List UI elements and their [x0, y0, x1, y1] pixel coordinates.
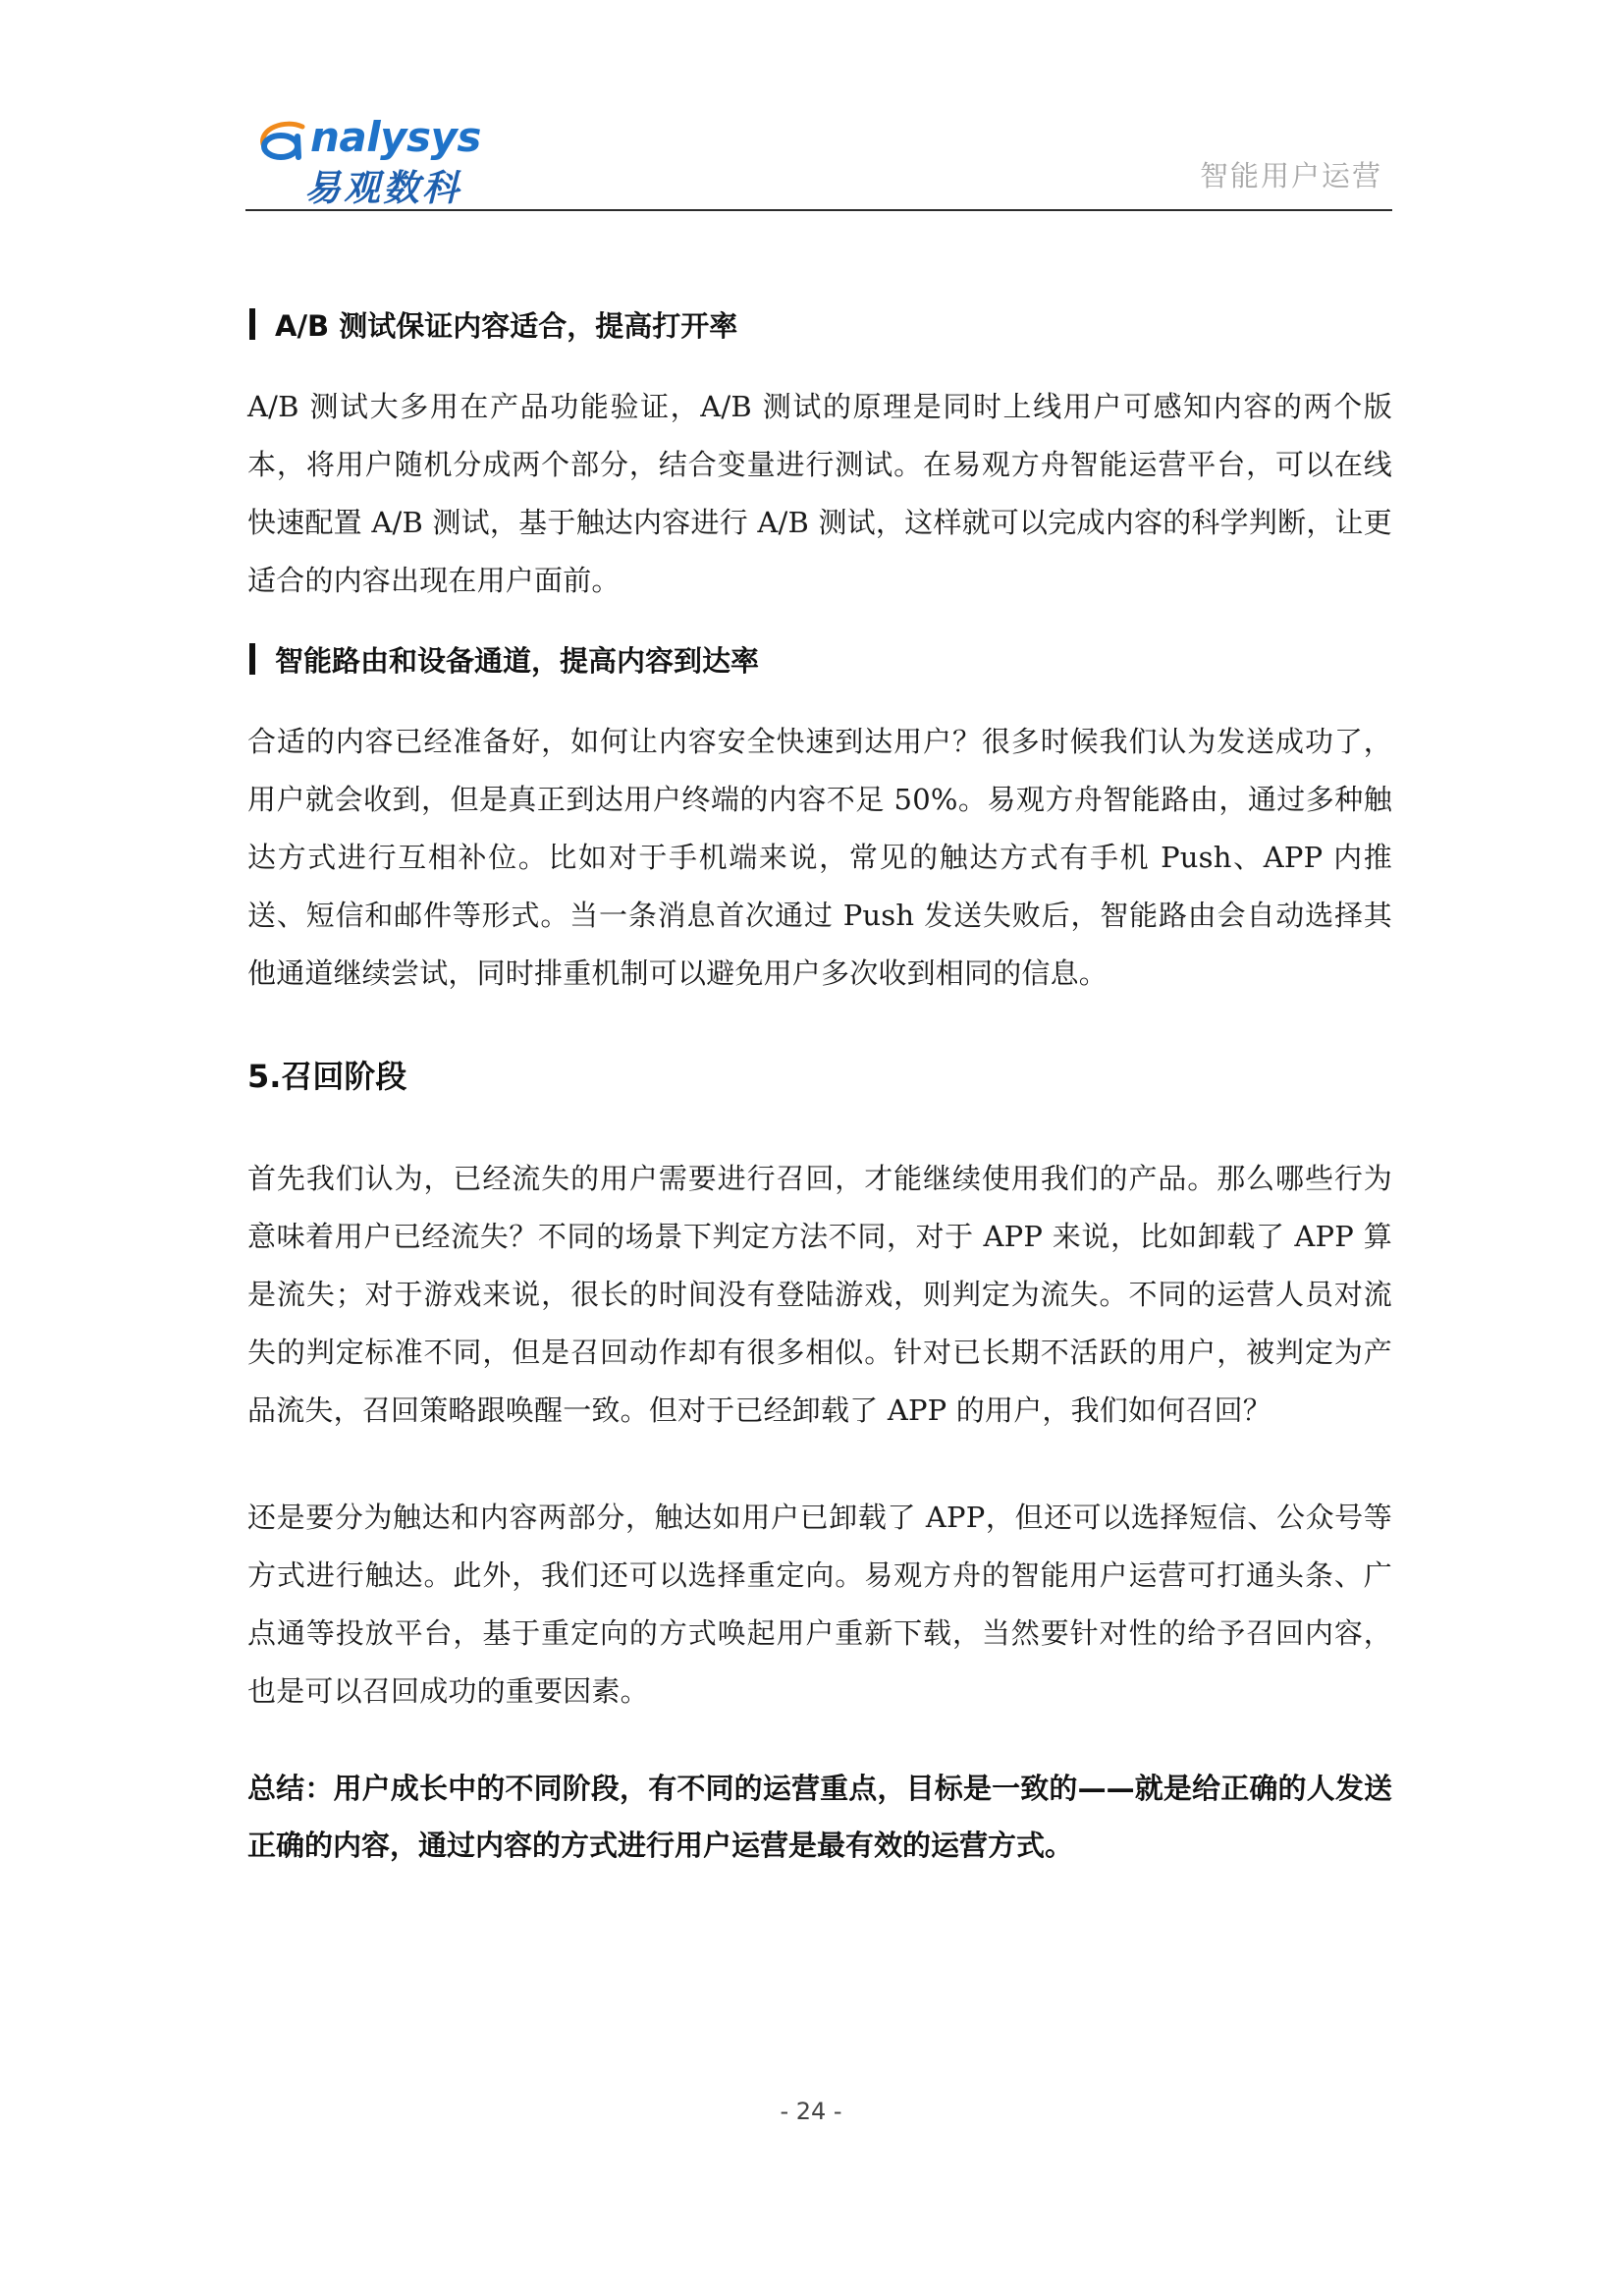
logo-word-text: nalysys: [310, 113, 481, 161]
summary-paragraph: 总结：用户成长中的不同阶段，有不同的运营重点，目标是一致的——就是给正确的人发送正确的内容，通过内容的方式进行用户运营是最有效的运营方式。: [247, 1772, 1392, 1862]
header-title: 智能用户运营: [1199, 159, 1382, 192]
analysys-logo: [255, 99, 491, 207]
heading-bar-icon: [249, 308, 255, 340]
ab-test-heading: [247, 302, 1392, 346]
recall-paragraph-2: 还是要分为触达和内容两部分，触达如用户已卸载了 APP，但还可以选择短信、公众号等方式进行触达。此外，我们还可以选择重定向。易观方舟的智能用户运营可打通头条、广点通等投放平台，基于重定向的方式唤起用户重新下载，当然要针对性的给予召回内容，也是可以召回成功的重要因素。: [247, 1501, 1392, 1708]
ab-test-paragraph: A/B 测试大多用在产品功能验证，A/B 测试的原理是同时上线用户可感知内容的两个版本，将用户随机分成两个部分，结合变量进行测试。在易观方舟智能运营平台，可以在线快速配置 A/B 测试，基于触达内容进行 A/B 测试，这样就可以完成内容的科学判断，让更适合的内容出现在用户面前。: [247, 390, 1392, 597]
section-title-recall: 5.召回阶段: [247, 1058, 407, 1095]
routing-heading-text: 智能路由和设备通道，提高内容到达率: [275, 643, 760, 678]
routing-paragraph: 合适的内容已经准备好，如何让内容安全快速到达用户？很多时候我们认为发送成功了，用户就会收到，但是真正到达用户终端的内容不足 50%。易观方舟智能路由，通过多种触达方式进行互相补位。比如对于手机端来说，常见的触达方式有手机 Push、APP 内推送、短信和邮件等形式。当一条消息首次通过 Push 发送失败后，智能路由会自动选择其他通道继续尝试，同时排重机制可以避免用户多次收到相同的信息。: [247, 725, 1392, 990]
recall-paragraph-1: 首先我们认为，已经流失的用户需要进行召回，才能继续使用我们的产品。那么哪些行为意味着用户已经流失？不同的场景下判定方法不同，对于 APP 来说，比如卸载了 APP 算是流失；对于游戏来说，很长的时间没有登陆游戏，则判定为流失。不同的运营人员对流失的判定标准不同，但是召回动作却有很多相似。针对已长期不活跃的用户，被判定为产品流失，召回策略跟唤醒一致。但对于已经卸载了 APP 的用户，我们如何召回？: [247, 1162, 1392, 1427]
page-content: [247, 295, 1392, 1874]
logo-chinese-name: 易观数科: [304, 167, 461, 209]
logo-word: [310, 115, 481, 160]
routing-heading: [247, 637, 1392, 681]
logo-a-swirl-icon: [255, 115, 308, 160]
ab-test-heading-text: A/B 测试保证内容适合，提高打开率: [275, 308, 738, 343]
logo-wordmark: [255, 99, 481, 160]
page-header: [245, 93, 1392, 211]
page-number: - 24 -: [780, 2098, 842, 2125]
heading-bar-icon: [249, 643, 255, 675]
